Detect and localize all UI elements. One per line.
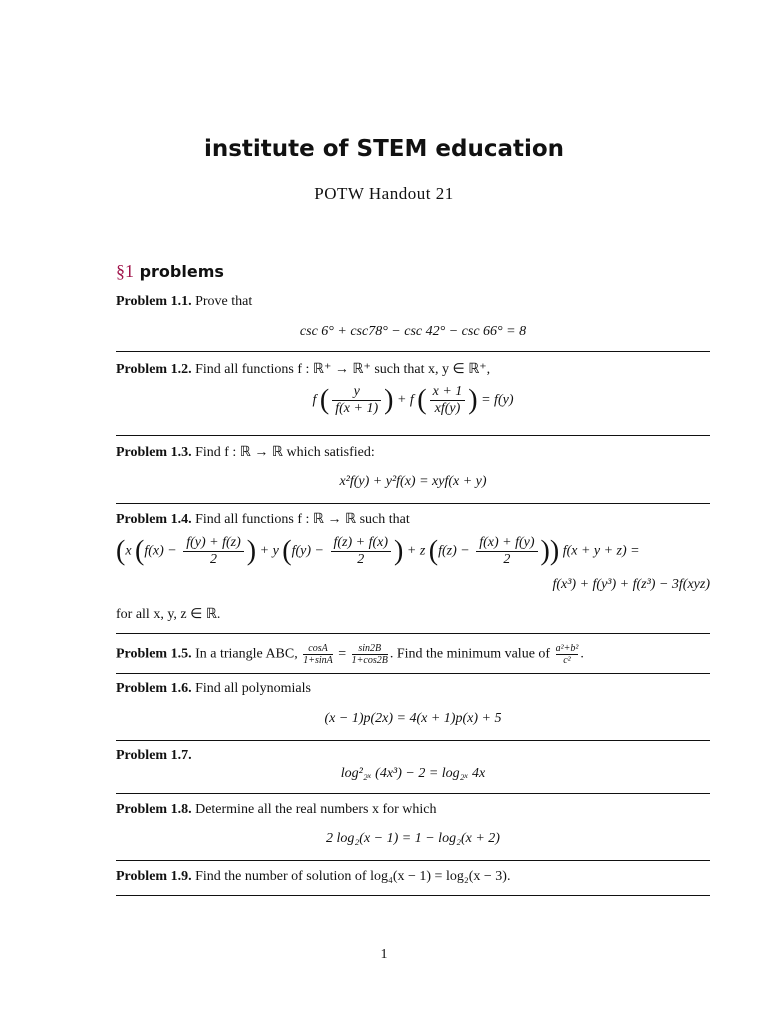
eq-part: + y (259, 543, 279, 559)
problem-text: Find the number of solution of log₄(x − 1) = log₂(x − 3). (195, 869, 511, 884)
problem-1-3 (116, 444, 710, 461)
paren-left-icon: ( (282, 535, 292, 567)
numerator: f(x) + f(y) (476, 535, 537, 552)
problem-text: Determine all the real numbers x for which (195, 802, 437, 817)
divider (116, 793, 710, 794)
problem-text: Find f : ℝ → ℝ which satisfied: (195, 445, 375, 460)
divider (116, 633, 710, 634)
problem-text: Prove that (195, 294, 253, 309)
eq-part: + z (406, 543, 426, 559)
denominator: 1+cos2B (351, 655, 388, 666)
paren-left-icon: ( (319, 384, 330, 416)
equation-1-3: x²f(y) + y²f(x) = xyf(x + y) (339, 474, 487, 489)
denominator: 1+sinA (303, 655, 333, 666)
divider (116, 740, 710, 741)
page-number: 1 (380, 947, 388, 962)
problem-text: = (338, 646, 347, 662)
eq-part: = f(y) (481, 392, 514, 408)
numerator: x + 1 (430, 384, 466, 401)
paren-right-icon: ) (394, 535, 404, 567)
problem-label: Problem 1.3. (116, 445, 192, 460)
problem-1-1 (116, 294, 710, 310)
eq-part: f (312, 392, 317, 408)
page-subtitle: POTW Handout 21 (314, 184, 454, 203)
denominator: xf(y) (434, 401, 461, 416)
eq-part: f(x) − (144, 543, 177, 559)
divider (116, 503, 710, 504)
paren-left-icon: ( (116, 535, 126, 567)
section-title: problems (139, 262, 224, 281)
problem-text: Find all polynomials (195, 681, 311, 696)
divider (116, 673, 710, 674)
divider (116, 895, 710, 896)
fraction (183, 535, 244, 568)
problem-label: Problem 1.7. (116, 748, 192, 763)
equation-1-2 (116, 384, 710, 417)
numerator: f(z) + f(x) (331, 535, 392, 552)
denominator: 2 (210, 552, 218, 567)
denominator: 2 (357, 552, 365, 567)
divider (116, 435, 710, 436)
problem-1-9 (116, 869, 710, 885)
problem-label: Problem 1.2. (116, 362, 192, 377)
equation-1-4 (116, 535, 710, 568)
fraction (331, 535, 392, 568)
eq-part: f(x + y + z) = (562, 543, 640, 559)
numerator: y (332, 384, 381, 401)
equation-1-4-rhs: f(x³) + f(y³) + f(z³) − 3f(xyz) (552, 577, 710, 592)
problem-1-8 (116, 802, 710, 818)
problem-text: . Find the minimum value of (389, 646, 551, 662)
problem-text: . (580, 646, 584, 662)
denominator: c² (563, 655, 571, 666)
problem-text: In a triangle ABC, (195, 646, 298, 662)
fraction (476, 535, 537, 568)
problem-1-4-after: for all x, y, z ∈ ℝ. (116, 607, 221, 622)
denominator: f(x + 1) (335, 401, 379, 416)
divider (116, 860, 710, 861)
numerator: f(y) + f(z) (183, 535, 244, 552)
problem-1-5 (116, 643, 710, 666)
problem-label: Problem 1.1. (116, 294, 192, 309)
fraction (332, 384, 381, 417)
paren-right-icon: ) (246, 535, 257, 567)
problem-label: Problem 1.6. (116, 681, 192, 696)
problem-label: Problem 1.9. (116, 869, 192, 884)
fraction (303, 643, 333, 666)
problem-1-7 (116, 748, 710, 764)
fraction (430, 384, 466, 417)
paren-right-icon: ) (384, 384, 394, 416)
paren-left-icon: ( (417, 384, 427, 416)
numerator: a²+b² (555, 643, 579, 654)
eq-part: f(y) − (291, 543, 324, 559)
problem-label: Problem 1.4. (116, 512, 192, 527)
problem-1-6 (116, 681, 710, 697)
paren-left-icon: ( (135, 535, 145, 567)
paren-left-icon: ( (428, 535, 439, 567)
page-title: institute of STEM education (203, 136, 565, 162)
problem-label: Problem 1.5. (116, 646, 192, 662)
paren-right-icon: ) (468, 384, 478, 416)
eq-part: x (125, 543, 132, 559)
equation-1-1: csc 6° + csc78° − csc 42° − csc 66° = 8 (299, 324, 527, 339)
equation-1-8: 2 log₂(x − 1) = 1 − log₂(x + 2) (326, 831, 500, 846)
eq-part: + f (396, 392, 414, 408)
paren-right-icon: )) (540, 535, 560, 567)
fraction (556, 643, 579, 666)
section-heading (116, 261, 224, 282)
divider (116, 351, 710, 352)
numerator: cosA (303, 643, 333, 655)
problem-1-2 (116, 361, 710, 378)
problem-1-4 (116, 511, 710, 528)
problem-text: Find all functions f : ℝ → ℝ such that (195, 512, 410, 527)
numerator: sin2B (352, 643, 388, 655)
equation-1-7: log²₂ₓ (4x³) − 2 = log₂ₓ 4x (340, 766, 486, 781)
denominator: 2 (503, 552, 511, 567)
problem-label: Problem 1.8. (116, 802, 192, 817)
section-number: §1 (116, 261, 134, 281)
fraction (352, 643, 388, 666)
equation-1-6: (x − 1)p(2x) = 4(x + 1)p(x) + 5 (324, 711, 502, 726)
problem-text: Find all functions f : ℝ⁺ → ℝ⁺ such that x, y ∈ ℝ⁺, (195, 362, 491, 377)
eq-part: f(z) − (438, 543, 470, 559)
